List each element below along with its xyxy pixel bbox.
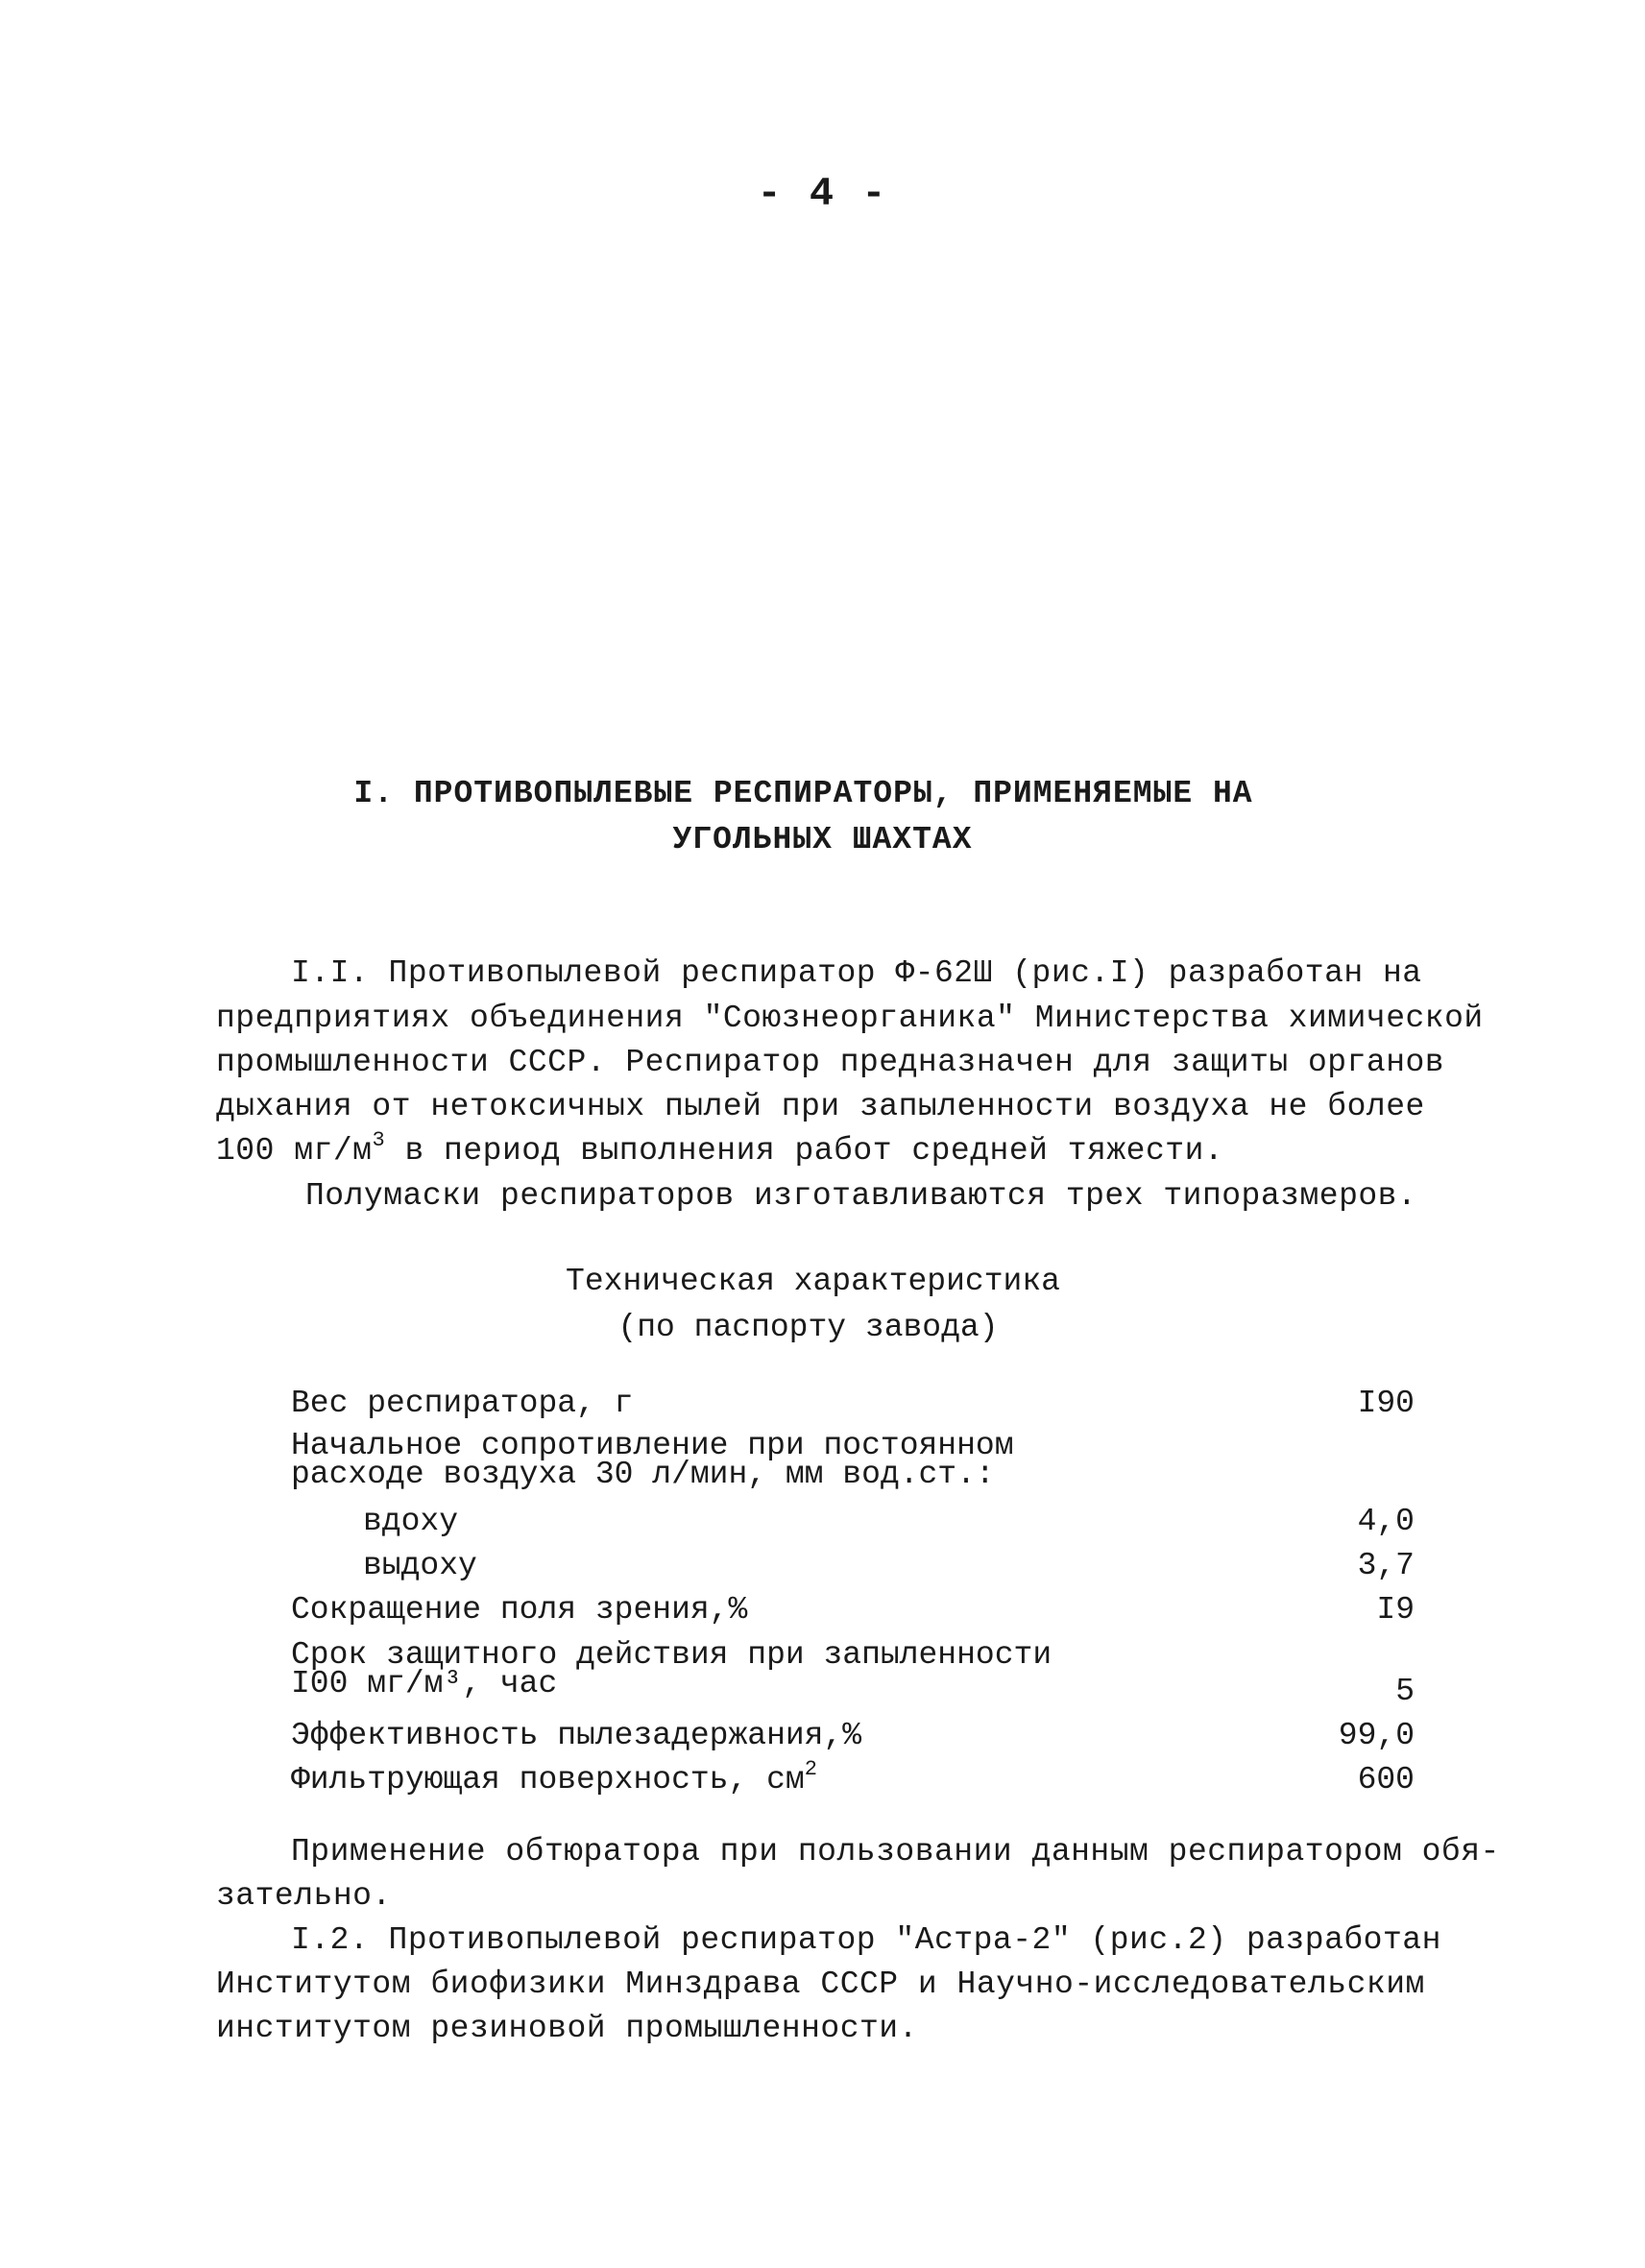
spec-value: 600 <box>1357 1762 1415 1798</box>
spec-row-exhale <box>291 1548 1415 1585</box>
spec-row-weight <box>291 1388 1415 1423</box>
spec-row-filter <box>291 1757 1415 1799</box>
spec-label <box>291 1757 817 1798</box>
spec-value: I90 <box>1357 1386 1415 1421</box>
spec-label: Начальное сопротивление при постоянном <box>291 1428 1014 1463</box>
paragraph-1-1-line-5 <box>216 1128 1224 1169</box>
spec-label: Вес респиратора, г <box>291 1386 634 1421</box>
superscript-2: 2 <box>804 1757 817 1781</box>
spec-label: Эффективность пылезадержания,% <box>291 1718 862 1753</box>
spec-value: 3,7 <box>1357 1548 1415 1583</box>
filter-label-text: Фильтрующая поверхность, см <box>291 1762 805 1798</box>
superscript-3: 3 <box>372 1128 386 1152</box>
spec-label: выдоху <box>363 1548 477 1583</box>
spec-value: 5 <box>1395 1674 1415 1709</box>
paragraph-1-2-line-3: институтом резиновой промышленности. <box>216 2011 918 2046</box>
concentration-value: 100 мг/м <box>216 1133 373 1169</box>
spec-title: Техническая характеристика <box>566 1264 1060 1299</box>
paragraph-1-1-line-4: дыхания от нетоксичных пылей при запыленности воздуха не более <box>216 1089 1425 1124</box>
spec-label-cont: I00 мг/м³, час <box>291 1666 558 1701</box>
spec-row-resistance <box>291 1428 1415 1492</box>
paragraph-1-2-line-2: Институтом биофизики Минздрава СССР и Научно-исследовательским <box>216 1966 1425 2002</box>
note-line-1: Применение обтюратора при пользовании данным респиратором обя- <box>291 1834 1500 1870</box>
spec-row-efficiency <box>291 1718 1415 1755</box>
paragraph-1-1-line-3: промышленности СССР. Респиратор предназначен для защиты органов <box>216 1045 1445 1080</box>
spec-row-vision <box>291 1592 1415 1629</box>
spec-label: вдоху <box>363 1504 459 1539</box>
paragraph-1-2-line-1: I.2. Противопылевой респиратор "Астра-2" (рис.2) разработан <box>291 1922 1441 1958</box>
spec-label: Сокращение поля зрения,% <box>291 1592 748 1628</box>
spec-label: Срок защитного действия при запыленности <box>291 1637 1052 1673</box>
paragraph-1-1-line-5-rest: в период выполнения работ средней тяжести. <box>385 1133 1224 1169</box>
page-number: - 4 - <box>757 171 888 217</box>
spec-subtitle: (по паспорту завода) <box>617 1310 999 1345</box>
section-title-line-1: I. ПРОТИВОПЫЛЕВЫЕ РЕСПИРАТОРЫ, ПРИМЕНЯЕМЫЕ НА <box>353 776 1253 811</box>
paragraph-1-1-line-1: I.I. Противопылевой респиратор Ф-62Ш (рис.I) разработан на <box>291 955 1422 991</box>
spec-value: 4,0 <box>1357 1504 1415 1539</box>
paragraph-1-1-line-2: предприятиях объединения "Союзнеорганика" Министерства химической <box>216 1001 1484 1036</box>
spec-value: 99,0 <box>1338 1718 1415 1753</box>
spec-value: I9 <box>1376 1592 1415 1628</box>
spec-label-cont: расходе воздуха 30 л/мин, мм вод.ст.: <box>291 1457 995 1492</box>
note-line-2: зательно. <box>216 1878 392 1914</box>
spec-row-inhale <box>291 1504 1415 1541</box>
paragraph-1-1-line-6: Полумаски респираторов изготавливаются трех типоразмеров. <box>305 1178 1417 1214</box>
section-title-line-2: УГОЛЬНЫХ ШАХТАХ <box>672 822 973 857</box>
spec-row-duration <box>291 1637 1415 1709</box>
